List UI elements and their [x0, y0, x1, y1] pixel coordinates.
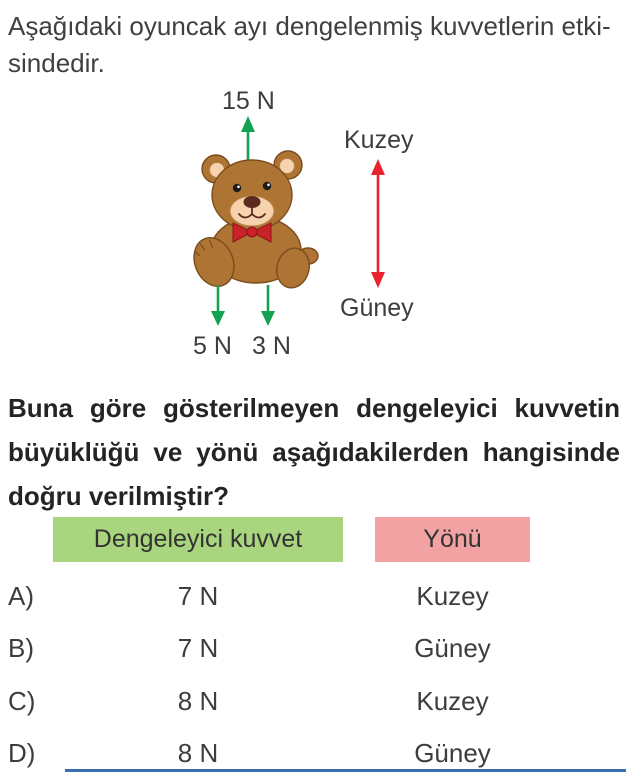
option-row-a — [0, 581, 626, 613]
option-direction-value: Kuzey — [416, 686, 489, 716]
compass-north-label: Kuzey — [344, 126, 414, 154]
header-direction: Yönü — [375, 517, 530, 562]
question-line-2: büyüklüğü ve yönü aşağıdakilerden hangisinde — [8, 437, 620, 467]
teddy-bear-illustration — [187, 151, 318, 292]
force-diagram — [0, 85, 626, 370]
option-force-value: 7 N — [177, 633, 219, 663]
option-letter: D) — [8, 738, 36, 768]
option-force-value: 7 N — [177, 581, 219, 611]
intro-paragraph — [8, 8, 624, 82]
option-letter: B) — [8, 633, 34, 663]
diagram-canvas — [0, 85, 626, 370]
compass-double-arrow — [371, 159, 385, 288]
down-force-arrow-right — [261, 285, 275, 326]
option-force-value: 8 N — [177, 686, 219, 716]
page-divider-line — [65, 769, 626, 772]
bottom-force-label-left: 5 N — [193, 332, 232, 360]
compass-south-label: Güney — [340, 294, 414, 322]
top-force-label: 15 N — [222, 87, 275, 115]
option-force-value: 8 N — [177, 738, 219, 768]
down-force-arrow-left — [211, 285, 225, 326]
option-row-d — [0, 738, 626, 770]
question-line-3: doğru verilmiştir? — [8, 481, 230, 511]
intro-line-1: Aşağıdaki oyuncak ayı dengelenmiş kuvvetlerin etki- — [8, 11, 611, 41]
intro-line-2: sindedir. — [8, 48, 105, 78]
option-letter: C) — [8, 686, 36, 716]
header-balancing-force: Dengeleyici kuvvet — [53, 517, 343, 562]
option-direction-value: Güney — [414, 633, 491, 663]
option-letter: A) — [8, 581, 34, 611]
up-force-arrow — [241, 116, 255, 162]
question-line-1: Buna göre gösterilmeyen dengeleyici kuvvetin — [8, 393, 620, 423]
option-direction-value: Kuzey — [416, 581, 489, 611]
bottom-force-label-right: 3 N — [252, 332, 291, 360]
option-row-b — [0, 633, 626, 665]
option-row-c — [0, 686, 626, 718]
option-direction-value: Güney — [414, 738, 491, 768]
question-paragraph — [8, 386, 620, 518]
